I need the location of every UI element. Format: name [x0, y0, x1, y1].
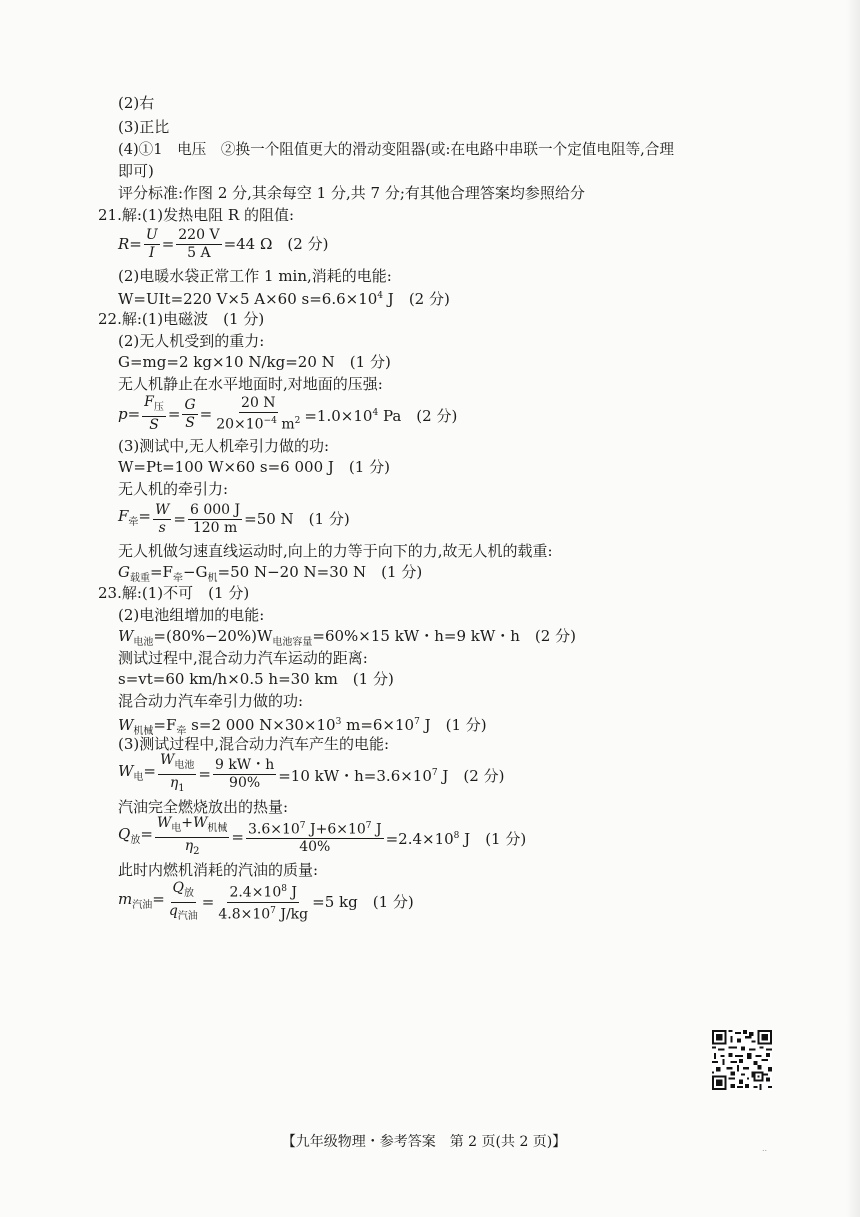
eq-text: m — [118, 889, 133, 908]
eq-text: W — [118, 627, 134, 645]
eq-text: =5 kg (1 分) — [312, 893, 414, 911]
fraction — [158, 752, 196, 797]
frac-den: S — [185, 414, 195, 431]
eq-sub: 牵 — [172, 573, 183, 584]
fraction — [155, 815, 230, 860]
answer-line: (4)①1 电压 ②换一个阻值更大的滑动变阻器(或:在电路中串联一个定值电阻等,合理 — [118, 141, 674, 158]
answer-line: 即可) — [118, 162, 154, 180]
eq-text: J — [371, 821, 382, 838]
eq-text: 20×10 — [216, 416, 264, 433]
fraction — [188, 502, 242, 537]
eq-text: W=UIt=220 V×5 A×60 s=6.6×10 — [118, 290, 378, 308]
eq-text: s=2 000 N×30×10 — [186, 716, 336, 734]
eq-sub: 汽油 — [132, 899, 153, 911]
eq-sub: 放 — [130, 834, 141, 846]
frac-den: 5 A — [187, 244, 211, 261]
fraction — [167, 880, 200, 925]
eq-sub: 电池 — [174, 759, 195, 771]
eq-text: J/kg — [275, 906, 309, 923]
eq-text: =(80%−20%)W — [153, 627, 273, 645]
frac-den: I — [149, 244, 155, 261]
eq-text: =1.0×10 — [304, 406, 373, 425]
eq-exp: 3 — [335, 717, 342, 727]
answer-line: G=mg=2 kg×10 N/kg=20 N (1 分) — [118, 353, 391, 371]
fraction — [246, 818, 384, 857]
frac-den: s — [158, 519, 166, 536]
eq-text: +W — [181, 814, 208, 831]
fraction — [153, 502, 171, 537]
eq-sub: 汽油 — [177, 910, 198, 922]
frac-den: 90% — [229, 774, 261, 791]
eq-text: W — [118, 761, 134, 780]
question-23-heading: 23.解:(1)不可 (1 分) — [98, 584, 250, 602]
fraction — [213, 757, 276, 792]
frac-num: W — [155, 501, 170, 518]
question-21-heading: 21.解:(1)发热电阻 R 的阻值: — [98, 206, 295, 224]
qr-code-icon[interactable] — [712, 1030, 772, 1090]
frac-num — [155, 815, 230, 838]
frac-num — [227, 881, 299, 903]
eq-text: J (1 分) — [459, 829, 527, 848]
eq-text: Q — [118, 824, 131, 843]
frac-num: 6 000 J — [189, 501, 241, 518]
fraction — [182, 397, 197, 432]
eq-exp: 7 — [414, 717, 420, 727]
answer-line: (2)电池组增加的电能: — [118, 606, 265, 624]
eq-text: J (1 分) — [419, 716, 487, 734]
answer-line: 无人机静止在水平地面时,对地面的压强: — [118, 375, 383, 393]
eq-text: m=6×10 — [341, 716, 415, 734]
answer-line: 测试过程中,混合动力汽车运动的距离: — [118, 649, 368, 667]
equation-gasoline-mass: $m_{汽油}=$ $\frac{Q_放}{q_{汽油}}$ = $\frac{2.4\times 10^8 J}{4.8\times 10^7 J/kg}$ =5 kg (1 分) — [118, 880, 414, 924]
eq-text: F — [144, 394, 154, 411]
eq-exp: 7 — [431, 767, 438, 778]
eq-text: F — [118, 506, 129, 525]
frac-num: 20 N — [241, 394, 276, 411]
eq-text: 2.4×10 — [229, 884, 282, 901]
frac-den: 40% — [299, 839, 331, 856]
eq-text: W — [156, 814, 172, 831]
eq-sub: 放 — [184, 887, 195, 899]
frac-den — [214, 413, 302, 434]
answer-line: 混合动力汽车牵引力做的功: — [118, 692, 304, 710]
frac-num — [171, 880, 196, 903]
fraction — [214, 395, 302, 434]
eq-sub: 电池 — [133, 637, 154, 648]
eq-text: p= — [118, 405, 141, 423]
eq-text: m — [276, 416, 295, 433]
eq-text: =2.4×10 — [385, 829, 454, 848]
eq-exp: 7 — [299, 820, 306, 831]
eq-text: J — [286, 884, 298, 901]
fraction — [144, 227, 160, 262]
frac-den — [167, 903, 200, 925]
answer-line: 此时内燃机消耗的汽油的质量: — [118, 861, 319, 879]
scan-marks: .. — [762, 1144, 768, 1153]
eq-text: =50 N−20 N=30 N (1 分) — [217, 563, 423, 581]
eq-sub: 压 — [153, 401, 164, 413]
answer-line: (3)测试过程中,混合动力汽车产生的电能: — [118, 735, 390, 753]
eq-text: Pa (2 分) — [378, 406, 458, 425]
eq-text: G — [118, 563, 130, 581]
eq-exp: 4 — [372, 407, 379, 418]
eq-sub: 载重 — [129, 573, 150, 584]
eq-exp: 8 — [281, 883, 287, 894]
eq-text: J (2 分) — [437, 766, 505, 785]
answer-line: (3)测试中,无人机牵引力做的功: — [118, 437, 330, 455]
eq-text: 3.6×10 — [247, 821, 300, 838]
answer-line: W=Pt=100 W×60 s=6 000 J (1 分) — [118, 458, 390, 476]
answer-line: (2)右 — [118, 94, 155, 112]
eq-text: 4.8×10 — [218, 906, 271, 923]
answer-line: (3)正比 — [118, 118, 170, 136]
page-edge-shadow — [846, 0, 860, 1217]
fraction — [216, 881, 310, 923]
eq-text: R= — [118, 235, 142, 253]
eq-sub: 电池容量 — [272, 637, 313, 648]
answer-line: 无人机的牵引力: — [118, 480, 229, 498]
eq-sub: 电 — [133, 771, 144, 783]
eq-text: −G — [182, 563, 208, 581]
answer-line: 无人机做匀速直线运动时,向上的力等于向下的力,故无人机的载重: — [118, 542, 553, 560]
frac-den — [216, 903, 310, 924]
frac-den — [168, 775, 187, 797]
eq-sub: 2 — [193, 845, 200, 857]
eq-text: =44 Ω (2 分) — [223, 235, 329, 253]
eq-sub: 1 — [178, 782, 185, 794]
eq-exp: 8 — [453, 830, 460, 841]
eq-text: = — [161, 235, 175, 253]
eq-text: =F — [153, 716, 177, 734]
question-22-heading: 22.解:(1)电磁波 (1 分) — [98, 310, 265, 328]
scoring-note: 评分标准:作图 2 分,其余每空 1 分,共 7 分;有其他合理答案均参照给分 — [118, 184, 585, 202]
eq-exp: 2 — [294, 415, 301, 426]
frac-num: 9 kW・h — [214, 756, 275, 773]
eq-sub: 牵 — [128, 516, 139, 528]
eq-text: =10 kW・h=3.6×10 — [278, 766, 432, 785]
frac-num — [142, 394, 166, 417]
frac-den: 120 m — [192, 519, 238, 536]
frac-num: U — [145, 226, 158, 243]
footer-text: 【九年级物理・参考答案 第 2 页(共 2 页)】 — [281, 1134, 567, 1150]
answer-line: 汽油完全燃烧放出的热量: — [118, 798, 289, 816]
equation-traction: $F_牵=$ $\frac{W}{s}$ = $\frac{6 000 J}{120 m}$ =50 N (1 分) — [118, 501, 350, 536]
answer-line: (2)无人机受到的重力: — [118, 332, 265, 350]
eq-exp: −4 — [263, 415, 277, 426]
frac-num: G — [184, 396, 196, 413]
eq-text: =F — [149, 563, 173, 581]
fraction — [176, 227, 221, 262]
equation-energy — [118, 286, 450, 309]
eq-text: W — [160, 751, 175, 768]
frac-den — [183, 838, 202, 860]
eq-text: J (2 分) — [383, 290, 450, 308]
eq-text: W — [118, 716, 134, 734]
frac-num — [158, 752, 196, 775]
frac-num: 220 V — [178, 226, 220, 243]
eq-text: =50 N (1 分) — [244, 510, 350, 528]
page-footer — [0, 1131, 860, 1151]
eq-text: q — [168, 902, 178, 919]
eq-sub: 机 — [207, 573, 218, 584]
eq-sub: 电 — [171, 822, 182, 834]
equation-pressure: p= $\frac{F_压}{S}$ = $\frac{G}{S}$ = $\frac{20 N}{20\times 10^{-4} m^2}$ $=1.0\times 10^4$ Pa (2 分) — [118, 394, 458, 433]
eq-sub: 牵 — [176, 726, 187, 737]
eq-text: η — [184, 837, 194, 854]
eq-text: J+6×10 — [305, 821, 366, 838]
equation-resistance — [118, 222, 328, 266]
eq-exp: 7 — [270, 905, 276, 916]
eq-text: Q — [172, 879, 185, 896]
equation-heat-released: $Q_放=$ $\frac{W_电+W_{机械}}{\eta_2}$ = $\frac{3.6\times 10^7 J+6\times 10^7 J}{40\%}$ $=2.4\times 10^8$ J (1 分) — [118, 815, 526, 859]
answer-line: (2)电暖水袋正常工作 1 min,消耗的电能: — [118, 267, 392, 285]
answer-line: s=vt=60 km/h×0.5 h=30 km (1 分) — [118, 670, 394, 688]
eq-text: η — [169, 774, 179, 791]
eq-exp: 4 — [377, 291, 384, 301]
fraction — [142, 394, 166, 434]
eq-sub: 机械 — [207, 822, 228, 834]
eq-exp: 7 — [365, 820, 372, 831]
eq-sub: 机械 — [133, 726, 154, 737]
frac-den: S — [149, 416, 159, 433]
eq-text: =60%×15 kW・h=9 kW・h (2 分) — [312, 627, 576, 645]
frac-num — [246, 818, 384, 840]
equation-electric-energy: $W_电=$ $\frac{W_{电池}}{\eta_1}$ = $\frac{9 kW・h}{90\%}$ =10 kW・$h=3.6\times 10^7$ J (2 分) — [118, 752, 504, 796]
